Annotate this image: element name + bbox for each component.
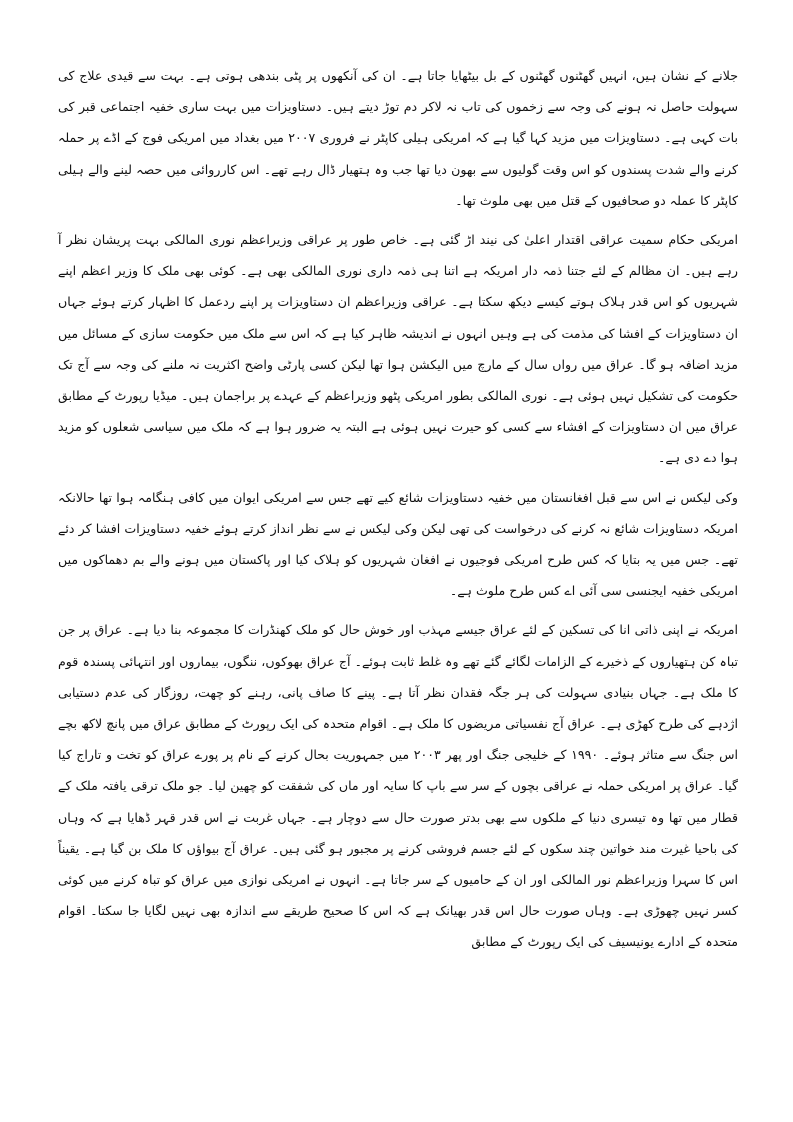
document-page	[58, 60, 738, 966]
paragraph-iraq-devastation: امریکہ نے اپنی ذاتی انا کی تسکین کے لئے عراق جیسے مہذب اور خوش حال کو ملک کھنڈرات کا مجموعہ بنا دیا ہے۔ عراق پر جن تباہ کن ہتھیاروں کے ذخیرے کے الزامات لگائے گئے تھے وہ غلط ثابت ہوئے۔ آج عراق بھوکوں، ننگوں، بیماروں اور انتہائی پسندہ قوم کا ملک ہے۔ جہاں بنیادی سہولت کی ہر جگہ فقدان نظر آتا ہے۔ پینے کا صاف پانی، رہنے کو چھت، روزگار کی عدم دستیابی اژدہے کی طرح کھڑی ہے۔ عراق آج نفسیاتی مریضوں کا ملک ہے۔ اقوام متحدہ کی ایک رپورٹ کے مطابق عراق میں پانچ لاکھ بچے اس جنگ سے متاثر ہوئے۔ ۱۹۹۰ کے خلیجی جنگ اور پھر ۲۰۰۳ میں جمہوریت بحال کرنے کے نام پر پورے عراق کو تخت و تاراج کیا گیا۔ عراق پر امریکی حملہ نے عراقی بچوں کے سر سے باپ کا سایہ اور ماں کی شفقت کو چھین لیا۔ جو ملک ترقی یافتہ ملک کے قطار میں تھا وہ تیسری دنیا کے ملکوں سے بھی بدتر صورت حال سے دوچار ہے۔ جہاں غربت نے اس قدر قہر ڈھایا ہے کہ وہاں کی باحیا غیرت مند خواتین چند سکوں کے لئے جسم فروشی کرنے پر مجبور ہو گئی ہیں۔ عراق آج بیواؤں کا ملک بن گیا ہے۔ یقیناً اس کا سہرا وزیراعظم نور المالکی اور ان کے حامیوں کے سر جاتا ہے۔ انہوں نے امریکی نوازی میں عراق کو تباہ کرنے میں کوئی کسر نہیں چھوڑی ہے۔ وہاں صورت حال اس قدر بھیانک ہے کہ اس کا صحیح طریقے سے اندازہ بھی نہیں لگایا جا سکتا۔ اقوام متحدہ کے ادارے یونیسیف کی ایک رپورٹ کے مطابق	[58, 622, 738, 950]
paragraph-iraqi-officials: امریکی حکام سمیت عراقی اقتدار اعلیٰ کی نیند اڑ گئی ہے۔ خاص طور پر عراقی وزیراعظم نوری المالکی بہت پریشان نظر آ رہے ہیں۔ ان مظالم کے لئے جتنا ذمہ دار امریکہ ہے اتنا ہی ذمہ داری نوری المالکی بھی ہے۔ کوئی بھی ملک کا وزیر اعظم اپنے شہریوں کو اس قدر ہلاک ہوتے کیسے دیکھ سکتا ہے۔ عراقی وزیراعظم ان دستاویزات پر اپنے ردعمل کا اظہار کرتے ہوئے جہاں ان دستاویزات کے افشا کی مذمت کی ہے وہیں انہوں نے اندیشہ ظاہر کیا ہے کہ اس سے ملک میں حکومت سازی کے مسائل میں مزید اضافہ ہو گا۔ عراق میں رواں سال کے مارچ میں الیکشن ہوا تھا لیکن کسی پارٹی واضح اکثریت نہ ملنے کی وجہ سے آج تک حکومت کی تشکیل نہیں ہوئی ہے۔ نوری المالکی بطور امریکی پٹھو وزیراعظم کے عہدے پر براجمان ہیں۔ میڈیا رپورٹ کے مطابق عراق میں ان دستاویزات کے افشاء سے کسی کو حیرت نہیں ہوئی ہے البتہ یہ ضرور ہوا ہے کہ ملک میں سیاسی شعلوں کو مزید ہوا دے دی ہے۔	[58, 232, 738, 466]
paragraph-continued: جلانے کے نشان ہیں، انہیں گھٹنوں گھٹنوں کے بل بیٹھایا جاتا ہے۔ ان کی آنکھوں پر پٹی بندھی ہوتی ہے۔ بہت سے قیدی علاج کی سہولت حاصل نہ ہونے کی وجہ سے زخموں کی تاب نہ لاکر دم توڑ دیتے ہیں۔ دستاویزات میں بہت ساری خفیہ اجتماعی قبر کی بات کہی ہے۔ دستاویزات میں مزید کہا گیا ہے کہ امریکی ہیلی کاپٹر نے فروری ۲۰۰۷ میں بغداد میں امریکی فوج کے اڈے پر حملہ کرنے والے شدت پسندوں کو اس وقت گولیوں سے بھون دیا تھا جب وہ ہتھیار ڈال رہے تھے۔ اس کارروائی میں حصہ لینے والے ہیلی کاپٹر کا عملہ دو صحافیوں کے قتل میں بھی ملوث تھا۔	[58, 68, 738, 208]
paragraph-wikileaks-afghanistan: وکی لیکس نے اس سے قبل افغانستان میں خفیہ دستاویزات شائع کیے تھے جس سے امریکی ایوان میں کافی ہنگامہ ہوا تھا حالانکہ امریکہ دستاویزات شائع نہ کرنے کی درخواست کی تھی لیکن وکی لیکس نے سے نظر انداز کرتے ہوئے خفیہ دستاویزات افشا کر دئے تھے۔ جس میں یہ بتایا کہ کس طرح امریکی فوجیوں نے افغان شہریوں کو ہلاک کیا اور پاکستان میں ہونے والے بم دھماکوں میں امریکی خفیہ ایجنسی سی آئی اے کس طرح ملوث ہے۔	[58, 489, 738, 599]
